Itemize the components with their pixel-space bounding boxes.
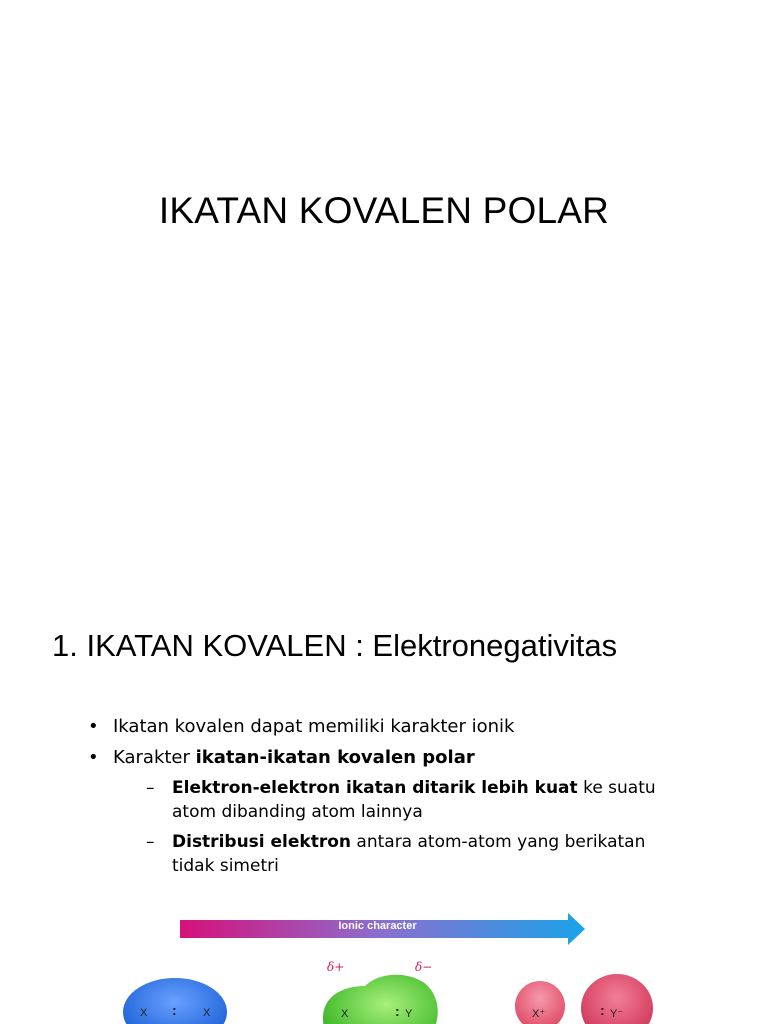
bullet-item bbox=[88, 714, 688, 739]
arrow-label: Ionic character bbox=[338, 920, 417, 932]
electron-pair: : bbox=[395, 1003, 400, 1019]
bullet-dot: • bbox=[88, 747, 99, 768]
polar-cloud bbox=[315, 956, 445, 1024]
cation-label: X⁺ bbox=[532, 1008, 546, 1020]
ionic-character-arrow bbox=[180, 913, 585, 945]
anion-label: Y⁻ bbox=[610, 1008, 624, 1020]
subbullet-bold: Elektron-elektron ikatan ditarik lebih kuat bbox=[172, 778, 578, 798]
subbullet-text: antara atom-atom yang berikatan tidak simetri bbox=[172, 832, 646, 876]
slide-heading: 1. IKATAN KOVALEN : Elektronegativitas bbox=[52, 628, 618, 663]
electron-pair: : bbox=[172, 1002, 177, 1018]
slide-electronegativity bbox=[0, 576, 768, 1024]
subbullet-dash: – bbox=[146, 778, 155, 798]
subbullet-item bbox=[113, 776, 688, 824]
atom-y: Y bbox=[405, 1008, 413, 1020]
nonpolar-molecule bbox=[120, 974, 230, 1024]
ionic-pair bbox=[512, 972, 657, 1024]
slide-title-heading: IKATAN KOVALEN POLAR bbox=[158, 190, 610, 231]
bullet-list bbox=[88, 714, 688, 884]
delta-plus: δ+ bbox=[327, 960, 345, 974]
atom-x-right: X bbox=[203, 1007, 211, 1019]
bullet-text: Ikatan kovalen dapat memiliki karakter ionik bbox=[113, 716, 515, 737]
subbullet-text: ke suatu atom dibanding atom lainnya bbox=[172, 778, 656, 822]
subbullet-dash: – bbox=[146, 832, 155, 852]
atom-x: X bbox=[341, 1008, 349, 1020]
polar-molecule bbox=[315, 956, 445, 1024]
subbullet-bold: Distribusi elektron bbox=[172, 832, 352, 852]
bullet-text: Karakter bbox=[113, 747, 196, 768]
electron-pair: : bbox=[600, 1002, 605, 1018]
bullet-dot: • bbox=[88, 716, 99, 737]
atom-x-left: X bbox=[140, 1007, 148, 1019]
subbullet-item bbox=[113, 830, 688, 878]
bullet-text-bold: ikatan-ikatan kovalen polar bbox=[195, 747, 475, 768]
delta-minus: δ− bbox=[415, 960, 433, 974]
bullet-item bbox=[88, 745, 688, 878]
